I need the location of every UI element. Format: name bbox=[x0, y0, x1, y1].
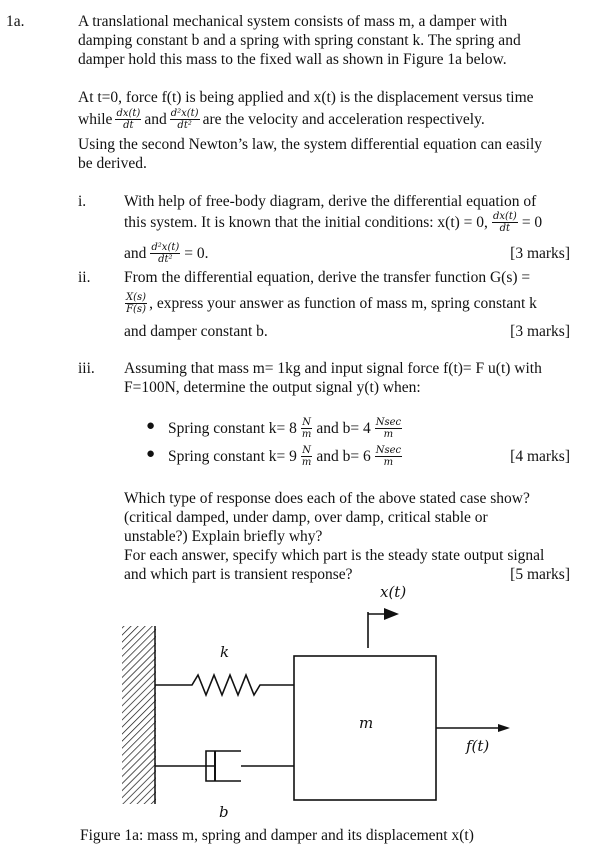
ic1-den: dt bbox=[499, 222, 511, 234]
question-line-1: Which type of response does each of the above stated case show? bbox=[124, 490, 530, 507]
velocity-den: dt bbox=[123, 119, 134, 131]
acceleration-den: dt² bbox=[177, 119, 192, 131]
figure-f-label: f(t) bbox=[466, 737, 490, 755]
intro-line-3: damper hold this mass to the fixed wall as shown in Figure 1a below. bbox=[78, 51, 507, 68]
velocity-num: dx(t) bbox=[116, 107, 141, 119]
bullet-1: ● bbox=[146, 418, 156, 434]
part-i-line-2-text: this system. It is known that the initial conditions: x(t) = 0, bbox=[124, 213, 488, 231]
case-1-k-text: Spring constant k= 8 bbox=[168, 419, 297, 437]
tf-den: F(s) bbox=[126, 303, 146, 315]
question-line-4: For each answer, specify which part is the steady state output signal bbox=[124, 547, 545, 564]
para2-line-4: be derived. bbox=[78, 155, 147, 172]
force-arrow-head bbox=[498, 724, 510, 732]
spring bbox=[155, 675, 294, 695]
part-ii-line-2-text: , express your answer as function of mass m, spring constant k bbox=[149, 294, 537, 312]
figure-caption: Figure 1a: mass m, spring and damper and its displacement x(t) bbox=[80, 827, 474, 844]
ic2-den: dt² bbox=[158, 253, 173, 265]
ic2-num: d²x(t) bbox=[151, 241, 180, 253]
case-2-b-text: and b= 6 bbox=[316, 447, 371, 465]
part-ii-line-3: and damper constant b. bbox=[124, 323, 268, 340]
part-i-and: and bbox=[124, 244, 147, 262]
x-arrow-head bbox=[384, 608, 399, 620]
part-ii-line-1: From the differential equation, derive the transfer function G(s) = bbox=[124, 269, 531, 286]
part-i-marks: [3 marks] bbox=[510, 245, 570, 262]
case-1-k-num: N bbox=[302, 416, 311, 428]
figure-b-label: b bbox=[219, 803, 229, 821]
ic1-eq: = 0 bbox=[521, 213, 543, 231]
part-iii-marks-1: [4 marks] bbox=[510, 448, 570, 465]
part-iii-number: iii. bbox=[78, 360, 95, 377]
figure-m-label: m bbox=[359, 714, 374, 732]
intro-line-1: A translational mechanical system consists of mass m, a damper with bbox=[78, 13, 508, 30]
para2-while: while bbox=[78, 110, 113, 128]
part-i-number: i. bbox=[78, 193, 87, 210]
question-line-3: unstable?) Explain briefly why? bbox=[124, 528, 323, 545]
question-line-2: (critical damped, under damp, over damp, critical stable or bbox=[124, 509, 488, 526]
figure-k-label: k bbox=[220, 643, 230, 661]
part-iii-line-2: F=100N, determine the output signal y(t) when: bbox=[124, 379, 421, 396]
case-1-b-text: and b= 4 bbox=[316, 419, 371, 437]
case-1-b-num: Nsec bbox=[375, 416, 402, 428]
figure-x-label: x(t) bbox=[380, 583, 407, 601]
case-2-b-num: Nsec bbox=[375, 444, 402, 456]
part-ii-number: ii. bbox=[78, 269, 91, 286]
case-1-b-den: m bbox=[383, 428, 394, 440]
case-2-k-num: N bbox=[302, 444, 311, 456]
part-iii-marks-2: [5 marks] bbox=[510, 566, 570, 583]
tf-num: X(s) bbox=[126, 291, 147, 303]
fixed-wall bbox=[122, 626, 156, 804]
case-1-k-den: m bbox=[301, 428, 312, 440]
ic2-eq: = 0. bbox=[184, 244, 209, 262]
part-iii-line-1: Assuming that mass m= 1kg and input signal force f(t)= F u(t) with bbox=[124, 360, 542, 377]
bullet-2: ● bbox=[146, 446, 156, 462]
ic1-num: dx(t) bbox=[492, 210, 517, 222]
part-i-line-1: With help of free-body diagram, derive the differential equation of bbox=[124, 193, 537, 210]
part-ii-marks: [3 marks] bbox=[510, 323, 570, 340]
acceleration-num: d²x(t) bbox=[170, 107, 199, 119]
para2-tail: are the velocity and acceleration respectively. bbox=[202, 110, 485, 128]
para2-and: and bbox=[144, 110, 167, 128]
intro-line-2: damping constant b and a spring with spring constant k. The spring and bbox=[78, 32, 521, 49]
para2-line-1: At t=0, force f(t) is being applied and x(t) is the displacement versus time bbox=[78, 89, 534, 106]
question-line-5: and which part is transient response? bbox=[124, 566, 353, 583]
case-2-b-den: m bbox=[383, 456, 394, 468]
question-number: 1a. bbox=[6, 13, 25, 30]
case-2-k-text: Spring constant k= 9 bbox=[168, 447, 297, 465]
case-2-k-den: m bbox=[301, 456, 312, 468]
para2-line-3: Using the second Newton’s law, the system differential equation can easily bbox=[78, 136, 543, 153]
